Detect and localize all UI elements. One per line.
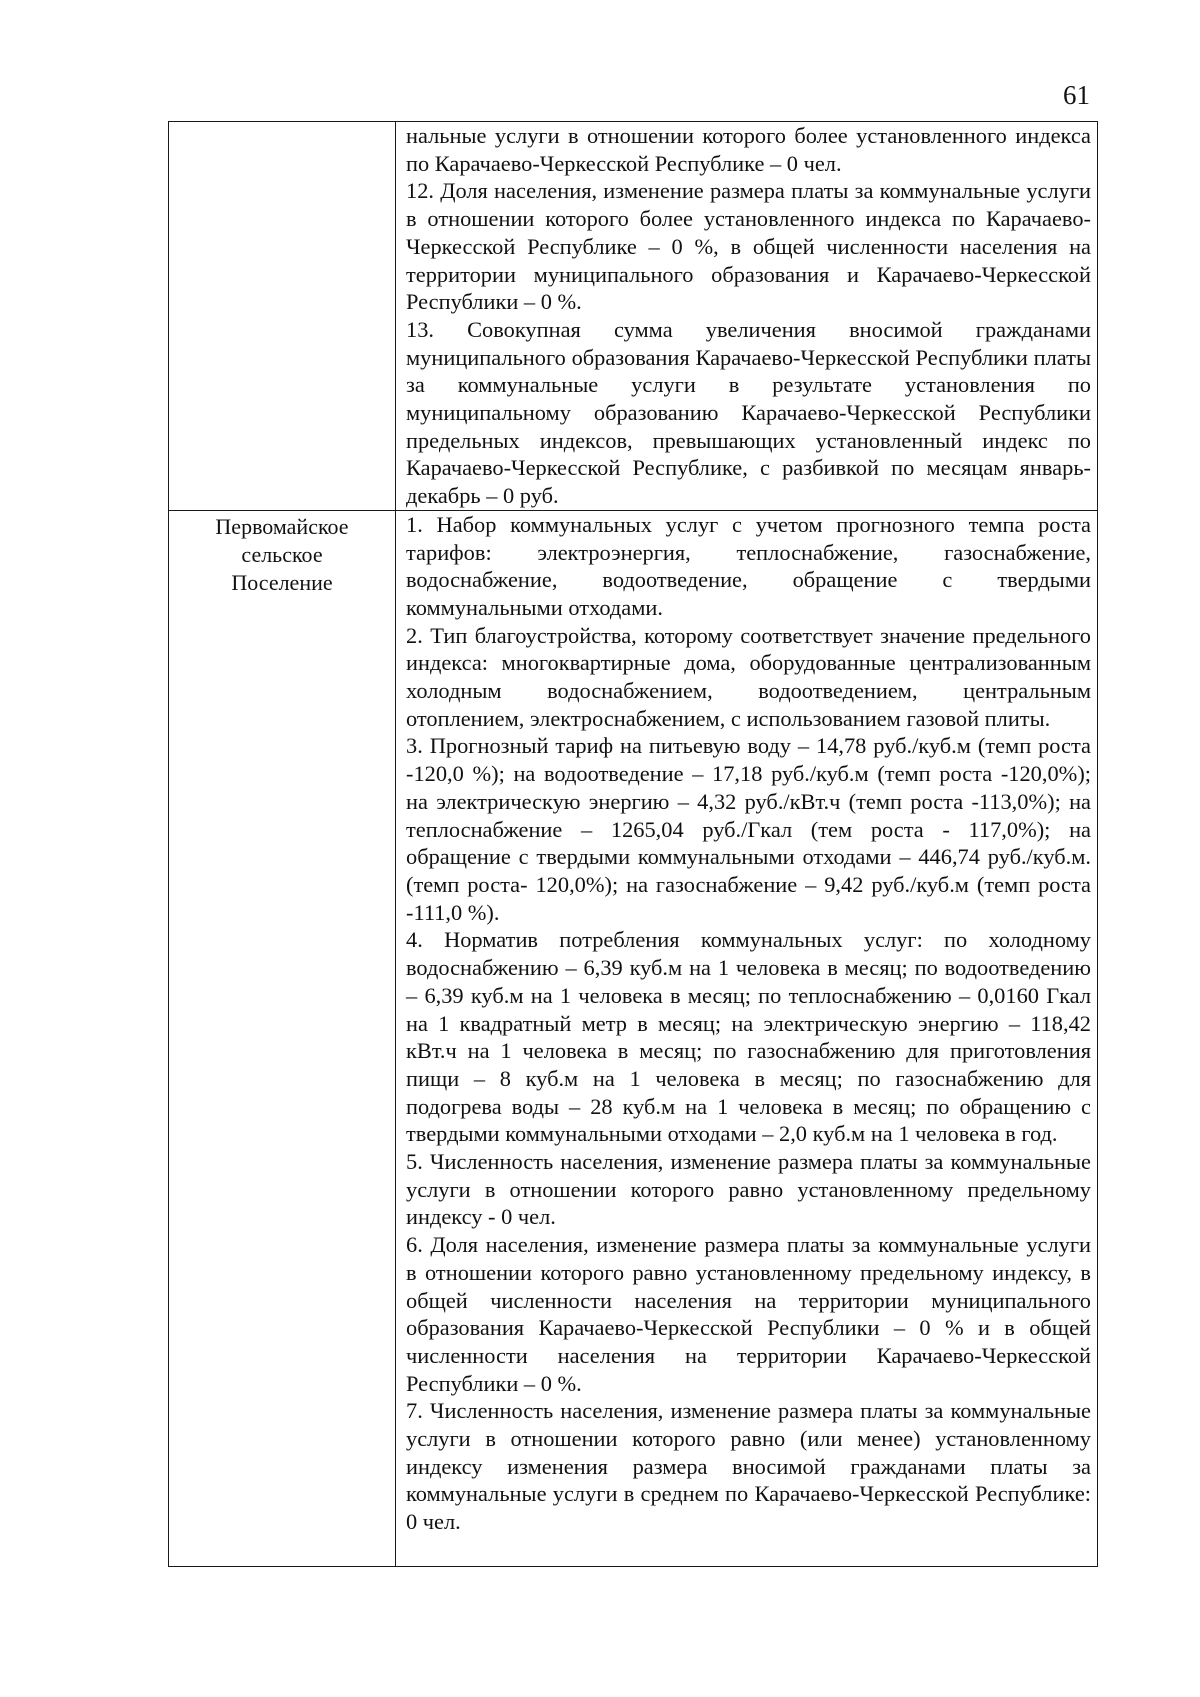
indicator-paragraph: 6. Доля населения, изменение размера платы за коммунальные услуги в отношении которого равно установленному предельному индексу, в общей численности населения на территории муниципального образования Карачаево-Черкесской Республики – 0 % и в общей численности населения на территории Карачаево-Черкесской Республики – 0 %. [406,1232,1091,1396]
indicator-paragraph: 4. Норматив потребления коммунальных услуг: по холодному водоснабжению – 6,39 куб.м на 1 человека в месяц; по водоотведению – 6,39 куб.м на 1 человека в месяц; по теплоснабжению – 0,0160 Гкал на 1 квадратный метр в месяц; на электрическую энергию – 118,42 кВт.ч на 1 человека в месяц; по газоснабжению для приготовления пищи – 8 куб.м на 1 человека в месяц; по газоснабжению для подогрева воды – 28 куб.м на 1 человека в месяц; по обращению с твердыми коммунальными отходами – 2,0 куб.м на 1 человека в год. [406,927,1091,1147]
indicator-paragraph: 7. Численность населения, изменение размера платы за коммунальные услуги в отношении которого равно (или менее) установленному индексу изменения размера вносимой гражданами платы за коммунальные услуги в среднем по Карачаево-Черкесской Республике: 0 чел. [406,1398,1091,1535]
page-number: 61 [1063,80,1090,110]
municipality-name-cell [169,510,396,1566]
municipality-name-line: Первомайское [215,513,349,539]
indicator-paragraph: 2. Тип благоустройства, которому соответствует значение предельного индекса: многоквартирные дома, оборудованные централизованным холодным водоснабжением, водоотведением, центральным отоплением, электроснабжением, с использованием газовой плиты. [406,622,1091,731]
indicator-paragraph: 1. Набор коммунальных услуг с учетом прогнозного темпа роста тарифов: электроэнергия, теплоснабжение, газоснабжение, водоснабжение, водоотведение, обращение с твердыми коммунальными отходами. [406,511,1091,620]
indicator-paragraph: нальные услуги в отношении которого более установленного индекса по Карачаево-Черкесской Республике – 0 чел. [406,123,1091,176]
table-row [169,510,1098,1566]
indicator-paragraph: 5. Численность населения, изменение размера платы за коммунальные услуги в отношении которого равно установленному предельному индексу - 0 чел. [406,1149,1091,1230]
municipality-name-cell [169,122,396,511]
indicator-paragraph: 12. Доля населения, изменение размера платы за коммунальные услуги в отношении которого более установленного индекса по Карачаево-Черкесской Республике – 0 %, в общей численности населения на территории муниципального образования и Карачаево-Черкесской Республики – 0 %. [406,178,1091,315]
municipality-name-line: сельское [241,541,323,567]
indicators-cell [396,122,1098,511]
indicator-paragraph: 13. Совокупная сумма увеличения вносимой гражданами муниципального образования Карачаево-Черкесской Республики платы за коммунальные услуги в результате установления по муниципальному образованию Карачаево-Черкесской Республики предельных индексов, превышающих установленный индекс по Карачаево-Черкесской Республике, с разбивкой по месяцам январь-декабрь – 0 руб. [406,316,1091,509]
indicators-cell [396,510,1098,1566]
indicator-paragraph: 3. Прогнозный тариф на питьевую воду – 14,78 руб./куб.м (темп роста -120,0 %); на водоотведение – 17,18 руб./куб.м (темп роста -120,0%); на электрическую энергию – 4,32 руб./кВт.ч (темп роста -113,0%); на теплоснабжение – 1265,04 руб./Гкал (тем роста - 117,0%); на обращение с твердыми коммунальными отходами – 446,74 руб./куб.м. (темп роста- 120,0%); на газоснабжение – 9,42 руб./куб.м (темп роста -111,0 %). [406,733,1091,925]
table-row [169,122,1098,511]
document-table [168,121,1098,1567]
municipality-name-line: Поселение [231,569,333,595]
